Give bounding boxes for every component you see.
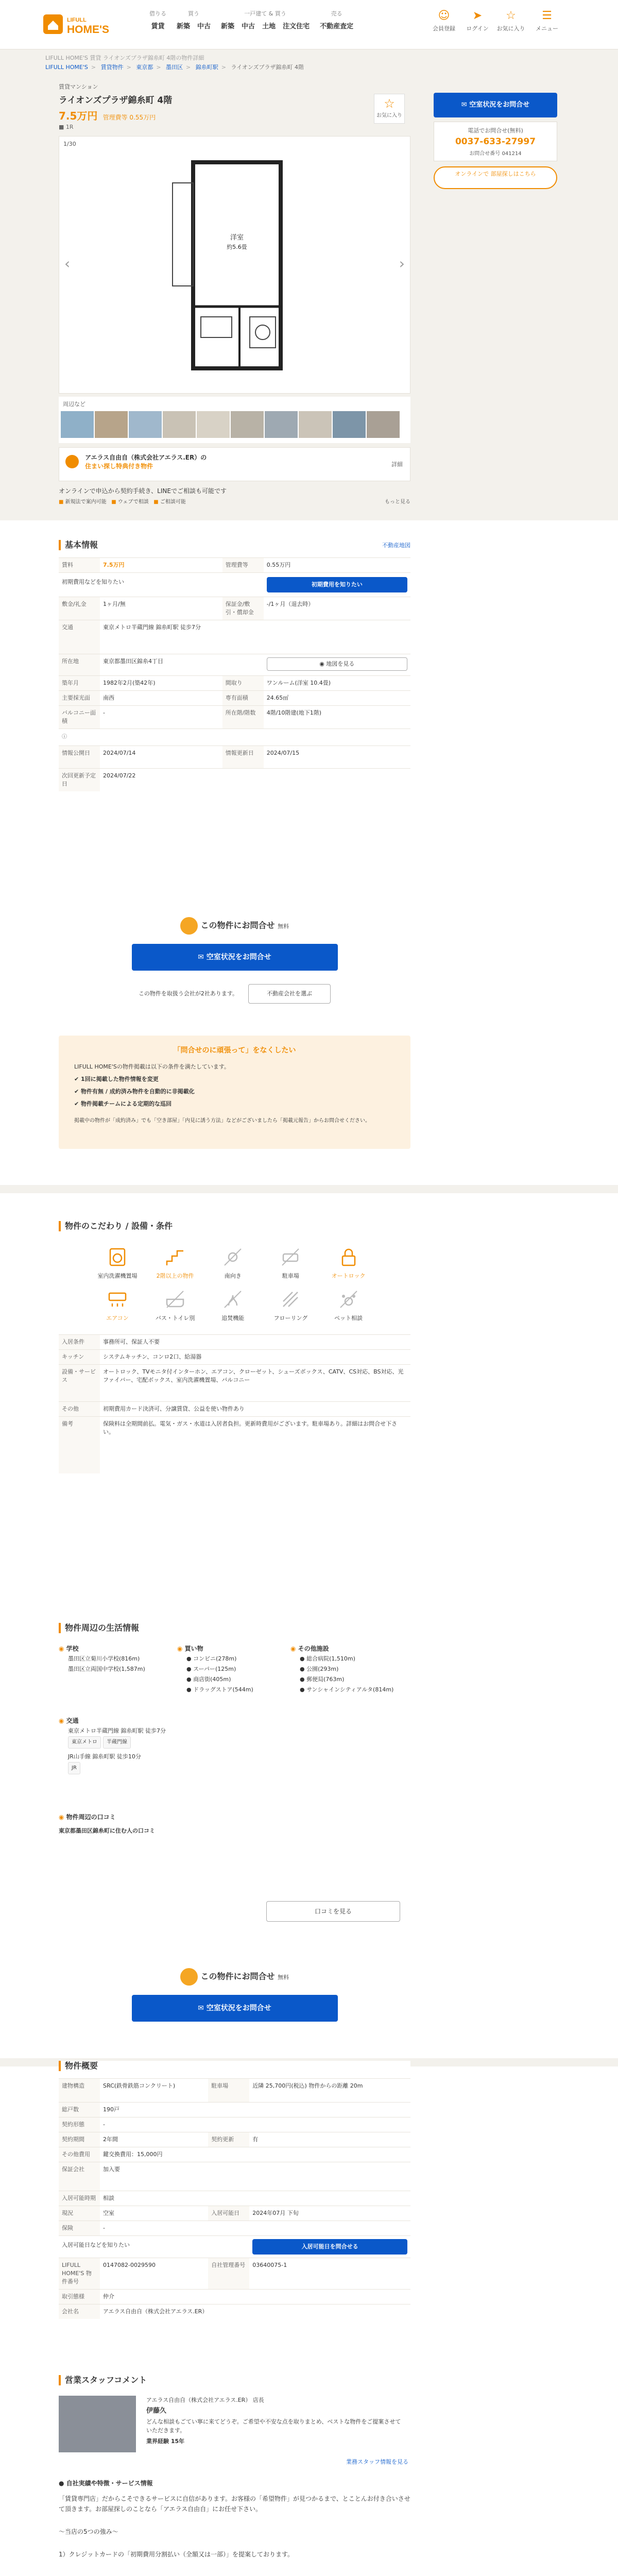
staff-body-line: 〜当店の5つの強み〜 [59, 2528, 118, 2535]
traffic-block: ◉ 交通 東京メトロ半蔵門線 錦糸町駅 徒歩7分 東京メトロ 半蔵門線 JR山手線 錦糸町駅 徒歩10分 JR [59, 1716, 410, 1774]
other-item: ● 公園(293m) [300, 1666, 339, 1672]
row-value: 仲介 [100, 2290, 410, 2304]
nav-buy-new[interactable]: 新築 [177, 23, 191, 30]
nav-group-caption: 買う [188, 10, 200, 17]
row-value: 2024年07月 下旬 [249, 2206, 410, 2221]
row-key: 保証会社 [59, 2162, 100, 2191]
rent-value: 7.5万円 [100, 558, 222, 573]
row-key: 契約更新 [208, 2132, 249, 2147]
star-icon: ☆ [384, 96, 395, 111]
section-title: 物件周辺の生活情報 [59, 1623, 410, 1633]
map-link[interactable]: 不動産地図 [382, 542, 410, 549]
view-reviews-button[interactable]: 口コミを見る [266, 1901, 400, 1922]
company-count-text: この物件を取扱う会社が2社あります。 [138, 990, 238, 997]
row-key: 間取り [222, 676, 264, 691]
row-key: LIFULL HOME'S 物件番号 [59, 2258, 100, 2290]
reheat-icon [221, 1288, 244, 1311]
shop-item: ● スーパー(125m) [186, 1666, 236, 1672]
row-value: オートロック、TVモニタ付インターホン、エアコン、クローゼット、シューズボックス、CATV、CS対応、BS対応、光ファイバー、宅配ボックス、室内洗濯機置場、バルコニー [100, 1365, 410, 1402]
row-key: 自社管理番号 [208, 2258, 249, 2290]
user-plus-icon: ☺ [438, 9, 450, 22]
row-key: その他 [59, 1402, 100, 1417]
basic-info-section [59, 540, 410, 798]
nav-sell[interactable]: 不動産査定 [320, 23, 354, 30]
section-title: 物件概要 [59, 2061, 410, 2071]
section-gap [0, 1185, 618, 1193]
breadcrumb-item[interactable]: 東京都 [136, 64, 153, 71]
inquiry-cta-2 [59, 1968, 410, 2045]
row-key: 現況 [59, 2206, 100, 2221]
row-value: 事務所可、保証人不要 [100, 1335, 410, 1350]
thumbnail[interactable] [333, 411, 366, 438]
row-key: 会社名 [59, 2304, 100, 2319]
row-key: 入居可能日 [208, 2206, 249, 2221]
thumbnail-strip [59, 397, 410, 443]
agent-tags [59, 497, 410, 505]
site-logo[interactable] [43, 10, 131, 38]
quality-title: 「問合せのに頑張って」をなくしたい [173, 1046, 296, 1055]
register-link[interactable] [427, 9, 460, 32]
breadcrumb-current: ライオンズプラザ錦糸町 4階 [231, 64, 304, 71]
room-size-label: 約5.6畳 [227, 244, 247, 250]
row-value: 東京メトロ半蔵門線 錦糸町駅 徒歩7分 [100, 620, 410, 654]
features-section [59, 1221, 410, 1680]
row-key: 交通 [59, 620, 100, 654]
layout-badge: ■ 1R [59, 124, 74, 130]
nav-land[interactable]: 土地 [262, 23, 276, 30]
agent-tag: ご相談可能 [160, 499, 186, 505]
cart-icon: ◉ [177, 1645, 183, 1652]
row-value: 鍵交換費用：15,000円 [100, 2147, 410, 2162]
row-key: 所在地 [59, 654, 100, 676]
row-key: 敷金/礼金 [59, 597, 100, 620]
thumbnail[interactable] [61, 411, 94, 438]
row-value: 東京都墨田区錦糸4丁目 [100, 654, 264, 676]
logo-top-text: LIFULL [67, 17, 87, 23]
agent-name: アエラス自由自（株式会社アエラス.ER）の [85, 454, 207, 461]
agent-tag: 新規法で案内可能 [65, 499, 107, 505]
availability-inquiry-button[interactable]: ✉ 空室状況をお問合せ [132, 1995, 338, 2022]
school-item: 墨田区立菊川小学校(816m) [68, 1655, 140, 1662]
school-column: ◉ 学校 墨田区立菊川小学校(816m) 墨田区立両国中学校(1,587m) [59, 1643, 177, 1695]
row-key: バルコニー面積 [59, 706, 100, 729]
staff-experience: 業界経験 15年 [146, 2438, 185, 2445]
outline-section [59, 2061, 410, 2349]
mascot-icon [180, 1968, 198, 1986]
aircon-icon [106, 1288, 129, 1311]
feature-item: 南向き [207, 1246, 259, 1280]
row-value: 2024/07/15 [264, 746, 410, 769]
menu-button[interactable] [530, 9, 563, 32]
basic-info-table [59, 557, 410, 791]
phone-label: 電話でお問合せ(無料) [468, 127, 523, 134]
staff-body [59, 2478, 410, 2576]
other-item: ● サンシャインシティアルタ(814m) [300, 1686, 394, 1693]
feature-item: 駐車場 [265, 1246, 316, 1280]
row-key: 次回更新予定日 [59, 769, 100, 792]
row-value: SRC(鉄骨鉄筋コンクリート) [100, 2079, 208, 2103]
agent-detail-link[interactable]: 詳細 [391, 461, 403, 468]
section-title: 営業スタッフコメント [59, 2375, 410, 2385]
row-value: 2年間 [100, 2132, 208, 2147]
shop-item: ● コンビニ(278m) [186, 1655, 237, 1662]
row-key: 情報更新日 [222, 746, 264, 769]
notice-row: ⓘ [59, 729, 410, 746]
cta-title: この物件にお問合せ [200, 1971, 275, 1981]
cta-title: この物件にお問合せ [200, 920, 275, 930]
feature-item: フローリング [265, 1288, 316, 1322]
staff-company: アエラス自由自（株式会社アエラス.ER） 店長 [146, 2397, 264, 2403]
staff-comment-section [59, 2375, 410, 2576]
school-item: 墨田区立両国中学校(1,587m) [68, 1666, 145, 1672]
nav-buy-used[interactable]: 中古 [197, 23, 211, 30]
thumbnail[interactable] [163, 411, 196, 438]
feature-item: バス・トイレ別 [149, 1288, 201, 1322]
washer-icon [106, 1246, 129, 1268]
school-icon: ◉ [59, 1645, 64, 1652]
star-icon: ☆ [506, 9, 516, 22]
row-value: - [100, 2221, 410, 2236]
row-key: 備考 [59, 1417, 100, 1473]
section-title: 物件のこだわり / 設備・条件 [59, 1221, 410, 1231]
quality-item: ✔ 1回に掲載した物件情報を変更 [74, 1076, 159, 1082]
staff-name: 伊藤久 [146, 2407, 167, 2415]
row-value: 2024/07/14 [100, 746, 222, 769]
row-value: 南西 [100, 691, 222, 706]
property-name: ライオンズプラザ錦糸町 4階 [59, 95, 173, 106]
row-key: 総戸数 [59, 2103, 100, 2117]
thumbnail[interactable] [197, 411, 230, 438]
nav-house-used[interactable]: 中古 [242, 23, 255, 30]
row-value: 相談 [100, 2191, 410, 2206]
availability-inquiry-button[interactable]: ✉ 空室状況をお問合せ [132, 944, 338, 971]
pet-icon [337, 1288, 360, 1311]
phone-number: 0037-633-27997 [455, 137, 536, 147]
staff-photo [59, 2396, 136, 2452]
review-block: ◉ 物件周辺の口コミ 東京都墨田区錦糸町に住む人の口コミ 口コミを見る [59, 1812, 410, 1835]
check-icon: ■ [59, 499, 64, 505]
logo-bottom-text: HOME'S [67, 24, 110, 36]
nav-group-caption: 借りる [149, 10, 166, 17]
life-columns [59, 1643, 410, 1695]
agent-box[interactable] [59, 447, 410, 481]
floor-plan-image [116, 152, 353, 379]
map-view-button[interactable]: ◉ 地図を見る [267, 657, 407, 671]
car-icon [279, 1246, 302, 1268]
row-key: 情報公開日 [59, 746, 100, 769]
quality-lead: LIFULL HOME'Sの物件掲載は以下の条件を満たしています。 [74, 1063, 230, 1070]
photo-counter: 1/30 [63, 141, 76, 147]
row-key: 所在階/階数 [222, 706, 264, 729]
traffic-item: JR山手線 錦糸町駅 徒歩10分 [68, 1753, 141, 1760]
other-item: ● 郵便局(763m) [300, 1676, 345, 1683]
feature-item: 追焚機能 [207, 1288, 259, 1322]
site-header [0, 0, 618, 49]
surroundings-label: 周辺など [63, 401, 85, 408]
favorite-button[interactable]: ☆ お気に入り [374, 94, 405, 124]
row-key: 契約期間 [59, 2132, 100, 2147]
breadcrumb-title: LIFULL HOME'S 賃貸 ライオンズプラザ錦糸町 4階の物件詳細 [45, 55, 204, 61]
thumbnail[interactable] [299, 411, 332, 438]
quality-item: ✔ 物件有無 / 成約済み物件を自動的に非掲載化 [74, 1088, 195, 1095]
login-link[interactable] [461, 9, 494, 32]
review-area: 東京都墨田区錦糸町に住む人の口コミ [59, 1827, 155, 1834]
row-key: 入居条件 [59, 1335, 100, 1350]
row-value: 近隣 25,700円(税込) 物件からの距離 20m [249, 2079, 410, 2103]
row-value: 1ヶ月/無 [100, 597, 222, 620]
other-column: ◉ その他施設 ● 総合病院(1,510m) ● 公園(293m) ● 郵便局(763m) ● サンシャインシティアルタ(814m) [290, 1643, 409, 1695]
feature-item: 2階以上の物件 [149, 1246, 201, 1280]
row-key: 築年月 [59, 676, 100, 691]
other-item: ● 総合病院(1,510m) [300, 1655, 355, 1662]
breadcrumb-item[interactable]: LIFULL HOME'S [45, 64, 88, 71]
features-table [59, 1334, 410, 1473]
row-value: 加入要 [100, 2162, 410, 2191]
contact-sidebar [434, 93, 557, 263]
row-value: ワンルーム(洋室 10.4畳) [264, 676, 410, 691]
feature-icons [90, 1246, 378, 1330]
more-link[interactable]: もっと見る [385, 499, 410, 505]
row-key: 管理費等 [222, 558, 264, 573]
online-search-button[interactable]: オンラインで 部屋探しはこちら [434, 166, 557, 189]
check-icon: ■ [111, 499, 116, 505]
row-value: 初期費用カード決済可、分譲賃貸、公益を使い物件あり [100, 1402, 410, 1417]
photo-gallery[interactable] [59, 136, 410, 394]
row-key: 契約形態 [59, 2117, 100, 2132]
initial-cost-text: 初期費用などを知りたい [59, 573, 264, 597]
rent-price: 7.5万円 [59, 110, 98, 122]
agent-logo-icon [65, 455, 79, 468]
feature-item: エアコン [92, 1288, 143, 1322]
cta-free: 無料 [278, 1974, 289, 1981]
thumbnail[interactable] [129, 411, 162, 438]
move-in-date-button[interactable]: 入居可能日を問合せる [252, 2239, 407, 2255]
row-value: -/1ヶ月（退去時） [264, 597, 410, 620]
mascot-icon [180, 917, 198, 935]
move-in-question: 入居可能日などを知りたい [59, 2236, 249, 2258]
agent-bar-text: オンラインで申込から契約手続き、LINEでご相談も可能です [59, 487, 227, 495]
breadcrumb-item[interactable]: 賃貸物件 [100, 64, 124, 71]
row-key: キッチン [59, 1350, 100, 1365]
row-value: 1982年2月(築42年) [100, 676, 222, 691]
row-key: 保証金/敷引・償却金 [222, 597, 264, 620]
agent-benefit: 住まい探し特典付き物件 [85, 463, 153, 470]
agent-tag: ウェブで相談 [117, 499, 149, 505]
phone-box[interactable] [434, 122, 557, 161]
login-label: ログイン [466, 25, 489, 32]
cta-free: 無料 [278, 923, 289, 930]
row-key: 建物構造 [59, 2079, 100, 2103]
chat-icon: ◉ [59, 1814, 64, 1821]
row-value: 4階/10階建(地下1階) [264, 706, 410, 729]
initial-cost-button[interactable]: 初期費用を知りたい [267, 577, 407, 592]
breadcrumb-item[interactable]: 墨田区 [166, 64, 183, 71]
nav-group-caption: 売る [331, 10, 342, 17]
row-value: 0147082-0029590 [100, 2258, 208, 2290]
row-value: 2024/07/22 [100, 769, 410, 792]
breadcrumb-item[interactable]: 錦糸町駅 [195, 64, 218, 71]
shop-item: ● ドラッグストア(544m) [186, 1686, 253, 1693]
staff-body-line: 1）クレジットカードの「初期費用分割払い（全額又は一部）」を提案しております。 [59, 2551, 294, 2558]
life-info-section [59, 1623, 410, 1942]
nav-custom-home[interactable]: 注文住宅 [283, 23, 310, 30]
thumbnail[interactable] [265, 411, 298, 438]
inquiry-number: お問合せ番号 041214 [469, 151, 522, 157]
row-key: 入居可能時期 [59, 2191, 100, 2206]
property-type: 賃貸マンション [59, 83, 98, 90]
traffic-item: 東京メトロ半蔵門線 錦糸町駅 徒歩7分 [68, 1727, 166, 1734]
staff-comment: どんな相談もごてい寧に来てどうぞ。ご希望や不安な点を取りまとめ、ベストな物件をご提案させていただきます。 [146, 2418, 401, 2434]
inquiry-cta-1 [59, 917, 410, 1005]
quality-item: ✔ 物件掲載チームによる定期的な巡回 [74, 1100, 172, 1107]
row-key: 取引態様 [59, 2290, 100, 2304]
prev-photo-icon[interactable]: ‹ [64, 255, 71, 272]
thumbnail[interactable] [231, 411, 264, 438]
breadcrumb: LIFULL HOME'S 賃貸 ライオンズプラザ錦糸町 4階の物件詳細 LIFULL HOME'S > 賃貸物件 > 東京都 > 墨田区 > 錦糸町駅 > ライオンズプラザ錦糸町 4階 [45, 54, 581, 72]
property-summary [59, 79, 410, 502]
row-key: 保険 [59, 2221, 100, 2236]
staff-body-line: ● 自社実績や特徴・サービス情報 [59, 2480, 153, 2487]
row-key: 専有面積 [222, 691, 264, 706]
row-value: 03640075-1 [249, 2258, 410, 2290]
staff-info-link[interactable]: 業務スタッフ情報を見る [346, 2459, 408, 2465]
room-label: 洋室 [230, 234, 244, 242]
row-value: - [100, 2117, 410, 2132]
row-key: 駐車場 [208, 2079, 249, 2103]
row-value: 190戸 [100, 2103, 410, 2117]
stairs-icon [164, 1246, 186, 1268]
row-value: システムキッチン、コンロ2口、給湯器 [100, 1350, 410, 1365]
row-key: 設備・サービス [59, 1365, 100, 1402]
favorites-link[interactable] [494, 9, 527, 32]
thumbnail[interactable] [95, 411, 128, 438]
building-icon: ◉ [290, 1645, 296, 1652]
nav-house-new[interactable]: 新築 [221, 23, 235, 30]
row-value: 有 [249, 2132, 410, 2147]
shop-item: ● 商店街(405m) [186, 1676, 231, 1683]
feature-item: ペット相談 [323, 1288, 374, 1322]
row-key: その他費用 [59, 2147, 100, 2162]
outline-table [59, 2078, 410, 2319]
floor-icon [279, 1288, 302, 1311]
lock-icon [337, 1246, 360, 1268]
feature-item: オートロック [323, 1246, 374, 1280]
availability-inquiry-button[interactable]: ✉ 空室状況をお問合せ [434, 93, 557, 117]
staff-body-line: 「賃貸専門店」だからこそできるサービスに自信があります。お客様の「希望物件」が見つかるまで、とことんお付き合いさせて頂きます。お部屋探しのことなら「アエラス自由自」にお任せ下さい。 [59, 2495, 410, 2513]
bath-icon [164, 1288, 186, 1311]
row-value: 保険料は全期間前払。電気・ガス・水道は入居者負担。更新時費用がございます。駐車場あり。詳細はお問合せ下さい。 [100, 1417, 410, 1473]
feature-item: 室内洗濯機置場 [92, 1246, 143, 1280]
management-fee: 管理費等 0.55万円 [102, 114, 156, 121]
menu-label: メニュー [536, 25, 558, 32]
row-value: - [100, 706, 222, 729]
check-icon: ■ [153, 499, 159, 505]
choose-company-button[interactable]: 不動産会社を選ぶ [248, 984, 331, 1004]
quality-info-box [59, 1036, 410, 1149]
row-value: アエラス自由自（株式会社アエラス.ER） [100, 2304, 410, 2319]
nav-group-caption: 一戸建て & 買う [244, 10, 286, 17]
sun-icon [221, 1246, 244, 1268]
section-title: 基本情報 [59, 540, 410, 550]
quality-foot: 掲載中の物件が「成約済み」でも「空き部屋」「内見に誘う方法」などがございましたら「掲載元報告」からお問合せください。 [74, 1118, 370, 1124]
row-key: 賃料 [59, 558, 100, 573]
shop-column: ◉ 買い物 ● コンビニ(278m) ● スーパー(125m) ● 商店街(405m) ● ドラッグストア(544m) [177, 1643, 290, 1695]
login-icon: ➤ [472, 9, 483, 22]
row-value: 空室 [100, 2206, 208, 2221]
register-label: 会員登録 [433, 25, 455, 32]
nav-rent[interactable]: 賃貸 [151, 23, 165, 30]
hamburger-icon: ☰ [542, 9, 552, 22]
favorites-label: お気に入り [496, 25, 525, 32]
next-photo-icon[interactable]: › [399, 255, 405, 272]
main-nav [144, 9, 358, 30]
row-value: 0.55万円 [264, 558, 410, 573]
thumbnail[interactable] [367, 411, 400, 438]
train-icon: ◉ [59, 1717, 64, 1724]
row-key: 主要採光面 [59, 691, 100, 706]
row-value: 24.65㎡ [264, 691, 410, 706]
